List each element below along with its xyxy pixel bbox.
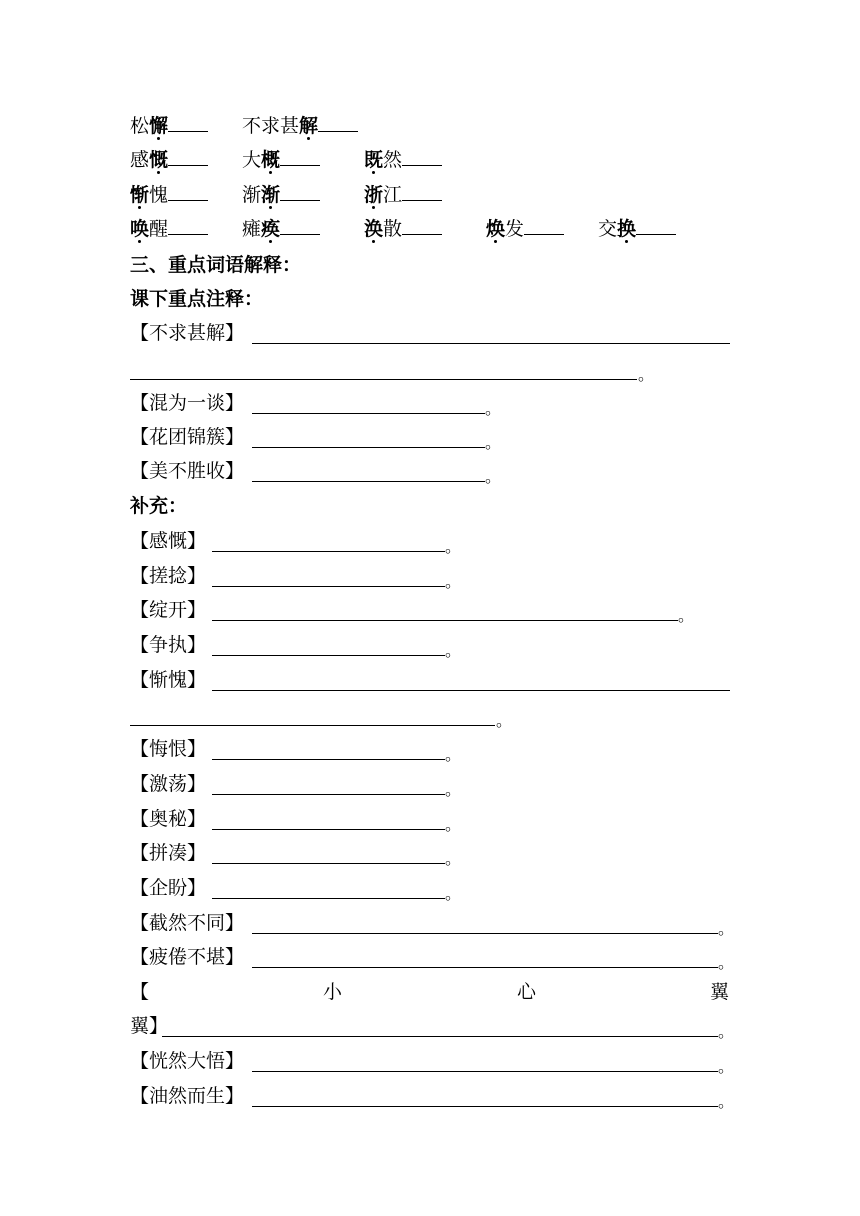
term-row-continued — [130, 354, 730, 384]
term-label: 【恍然大悟】 — [130, 1050, 245, 1072]
answer-line[interactable] — [212, 828, 445, 830]
term-row-justified — [130, 977, 730, 1007]
term-label-char: 翼 — [710, 981, 730, 1003]
word-item: 唤醒 — [130, 214, 208, 244]
answer-line[interactable] — [212, 654, 445, 656]
term-label: 【争执】 — [130, 634, 207, 656]
term-row — [130, 422, 730, 452]
answer-line[interactable] — [162, 1035, 718, 1037]
period: 。 — [496, 711, 513, 730]
answer-line[interactable] — [252, 932, 718, 934]
term-label: 【拼凑】 — [130, 842, 207, 864]
word-item: 浙江 — [364, 180, 442, 210]
term-label-char: 小 — [323, 981, 343, 1003]
period: 。 — [718, 1092, 735, 1111]
answer-line[interactable] — [252, 1070, 718, 1072]
word-item: 渐渐 — [242, 180, 320, 210]
word-item: 不求甚解 — [242, 111, 358, 141]
answer-line[interactable] — [212, 897, 445, 899]
term-label: 【企盼】 — [130, 877, 207, 899]
answer-line[interactable] — [252, 966, 718, 968]
term-label: 【感慨】 — [130, 530, 207, 552]
period: 。 — [445, 641, 462, 660]
answer-line[interactable] — [212, 689, 730, 691]
term-label-char: 心 — [517, 981, 537, 1003]
period: 。 — [485, 467, 502, 486]
term-row — [130, 318, 730, 348]
word-item: 感慨 — [130, 145, 208, 175]
term-row — [130, 942, 735, 972]
word-item: 既然 — [364, 145, 442, 175]
answer-line[interactable] — [252, 480, 485, 482]
period: 。 — [445, 572, 462, 591]
period: 。 — [445, 537, 462, 556]
answer-line[interactable] — [212, 758, 445, 760]
answer-line[interactable] — [130, 378, 637, 380]
term-label: 【截然不同】 — [130, 912, 245, 934]
term-row — [130, 1081, 735, 1111]
term-row — [130, 908, 735, 938]
term-row — [130, 526, 730, 556]
term-label: 【搓捻】 — [130, 565, 207, 587]
section-3-title: 三、重点词语解释： — [130, 254, 302, 276]
term-label: 【油然而生】 — [130, 1085, 245, 1107]
term-row — [130, 456, 730, 486]
period: 。 — [718, 1057, 735, 1076]
term-label: 【美不胜收】 — [130, 460, 245, 482]
period: 。 — [678, 606, 695, 625]
notes-title: 课下重点注释： — [130, 288, 264, 310]
term-row — [130, 595, 730, 625]
period: 。 — [485, 433, 502, 452]
term-label: 【不求甚解】 — [130, 322, 245, 344]
word-item: 涣散 — [364, 214, 442, 244]
answer-line[interactable] — [252, 446, 485, 448]
term-row — [130, 630, 730, 660]
period: 。 — [718, 1022, 735, 1041]
word-item: 惭愧 — [130, 180, 208, 210]
term-label: 【悔恨】 — [130, 738, 207, 760]
term-label-bracket: 【 — [130, 981, 150, 1003]
answer-line[interactable] — [130, 724, 495, 726]
term-row — [130, 873, 730, 903]
word-item: 焕发 — [486, 214, 564, 244]
term-row-continued — [130, 700, 730, 730]
word-item: 松懈 — [130, 111, 208, 141]
term-label: 【绽开】 — [130, 599, 207, 621]
answer-line[interactable] — [212, 619, 678, 621]
term-label: 【疲倦不堪】 — [130, 946, 245, 968]
term-row — [130, 561, 730, 591]
term-row — [130, 838, 730, 868]
word-item: 交换 — [598, 214, 676, 244]
word-item: 大概 — [242, 145, 320, 175]
term-label: 【激荡】 — [130, 773, 207, 795]
period: 。 — [445, 849, 462, 868]
term-row — [130, 769, 730, 799]
term-label: 【惭愧】 — [130, 669, 207, 691]
answer-line[interactable] — [212, 793, 445, 795]
term-label: 【混为一谈】 — [130, 392, 245, 414]
period: 。 — [718, 953, 735, 972]
period: 。 — [445, 780, 462, 799]
answer-line[interactable] — [252, 342, 730, 344]
supplement-title: 补充： — [130, 495, 188, 517]
term-row — [130, 1011, 735, 1041]
answer-line[interactable] — [252, 1105, 718, 1107]
term-row — [130, 388, 730, 418]
term-label: 【奥秘】 — [130, 808, 207, 830]
answer-line[interactable] — [212, 862, 445, 864]
word-item: 瘫痪 — [242, 214, 320, 244]
period: 。 — [445, 815, 462, 834]
period: 。 — [718, 919, 735, 938]
term-row — [130, 1046, 735, 1076]
period: 。 — [638, 365, 655, 384]
answer-line[interactable] — [252, 412, 485, 414]
period: 。 — [445, 745, 462, 764]
period: 。 — [445, 884, 462, 903]
term-row — [130, 665, 730, 695]
answer-line[interactable] — [212, 585, 445, 587]
period: 。 — [485, 399, 502, 418]
term-row — [130, 804, 730, 834]
answer-line[interactable] — [212, 550, 445, 552]
term-label: 翼】 — [130, 1015, 169, 1037]
term-label: 【花团锦簇】 — [130, 426, 245, 448]
term-row — [130, 734, 730, 764]
